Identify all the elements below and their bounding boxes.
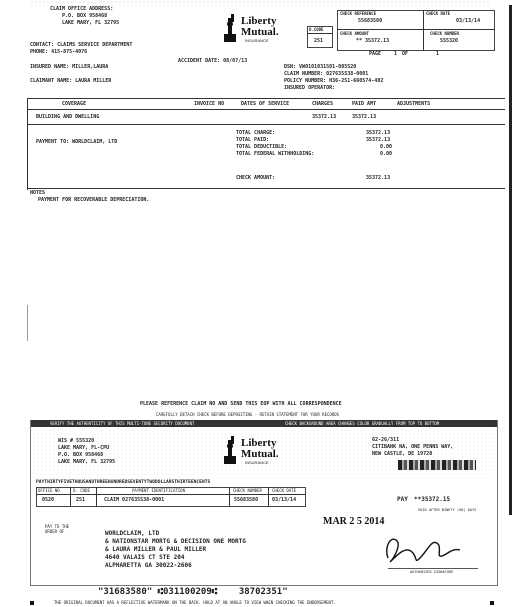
liberty-mutual-logo [219,14,287,46]
void-notice: VOID AFTER NINETY (90) DAYS [418,508,477,512]
contact-label: CONTACT: CLAIMS SERVICE DEPARTMENT [30,42,133,48]
row-coverage: BUILDING AND DWELLING [36,114,100,120]
table-header-rule [27,109,505,110]
notes-rule [27,188,505,189]
dsn: DSN: VW0101031501-005520 [284,64,357,70]
signature-line [388,568,478,569]
check-ref-value: 55683580 [358,18,383,24]
check-detail-col3 [229,487,230,506]
notes-label: NOTES [30,190,46,196]
of-value: 1 [436,51,440,57]
table-top-rule [27,98,505,99]
check-logo-subtitle: INSURANCE [245,460,269,465]
col-invoice: INVOICE NO [194,101,225,107]
bank-city: NEW CASTLE, DE 19720 [372,451,433,457]
check-col-check-no: CHECK NUMBER [233,488,262,493]
check-ref-label: CHECK REFERENCE [340,11,377,16]
grid-center-line [423,10,424,50]
check-statue-of-liberty-icon [219,436,241,466]
check-office-no: 0520 [42,497,55,503]
check-logo-word-mutual: Mutual. [241,448,279,460]
col-dates: DATES OF SERVICE [241,101,290,107]
security-hologram [398,460,476,470]
check-banner-left: VERIFY THE AUTHENTICITY OF THIS MULTI-TONE SECURITY DOCUMENT [50,421,195,426]
ocode-value: 251 [314,38,324,44]
total-value-2: 0.00 [380,144,393,150]
pay-amount: **35372.15 [414,496,451,503]
accident-date: ACCIDENT DATE: 08/07/13 [178,58,248,64]
office-line2: LAKE MARY, FL 32795 [62,20,120,26]
phone-label: PHONE: 415-875-4076 [30,49,88,55]
payee-line5: ALPHARETTA GA 30022-2606 [105,562,192,569]
payee-line3: & LAURA MILLER & PAUL MILLER [105,546,207,553]
page-edge [509,5,512,515]
check-logo-word-liberty: Liberty [241,437,277,449]
claim-number: CLAIM NUMBER: 027635S38-0001 [284,71,369,77]
check-issuer-line4: LAKE MARY, FL 32795 [58,459,116,465]
check-amount-label: CHECK AMOUNT [340,31,369,36]
page-value: 1 [394,51,398,57]
check-issuer-line3: P.O. BOX 958468 [58,452,104,458]
ocode-divider [307,33,332,34]
policy-number: POLICY NUMBER: H36-251-660574-402 [284,78,384,84]
check-ocode: 251 [76,497,86,503]
payee-line4: 4640 VALAIS CT STE 204 [105,554,185,561]
claimant-name: CLAIMANT NAME: LAURA MILLER [30,78,112,84]
left-border-bottom [27,305,28,341]
bottom-notice-bar [30,600,496,607]
ocode-label: O.CODE [309,27,324,32]
check-col-check-date: CHECK DATE [272,488,297,493]
total-value-1: 35372.13 [366,137,391,143]
check-issuer-line1: WIS # 555320 [58,438,95,444]
check-amount-total-value: 35372.13 [366,175,391,181]
check-date-value: 03/13/14 [456,18,481,24]
total-value-0: 35372.13 [366,130,391,136]
check-detail-col2 [96,487,97,506]
logo-word-mutual: Mutual. [241,26,279,38]
payment-to: PAYMENT TO: WORLDCLAIM, LTD [36,139,118,145]
of-label: OF [402,51,409,57]
check-detail-col4 [268,487,269,506]
insured-operator: INSURED OPERATOR: [284,85,336,91]
pay-to-label: PAY TO THE ORDER OF [45,524,70,534]
payee-line2: & NATIONSTAR MORTG & DECISION ONE MORTG [105,538,246,545]
check-number-label: CHECK NUMBER [430,31,459,36]
pay-label: PAY [397,496,408,503]
logo-subtitle: INSURANCE [245,38,269,43]
page-label: PAGE [369,51,382,57]
bank-name: CITIBANK NA, ONE PENNS WAY, [372,444,454,450]
office-title: CLAIM OFFICE ADDRESS: [50,6,114,12]
bottom-notice: THE ORIGINAL DOCUMENT HAS A REFLECTIVE WATERMARK ON THE BACK. HOLD AT AN ANGLE TO VIEW WHEN CHECKING THE ENDORSEMENT. [54,600,336,605]
notes-text: PAYMENT FOR RECOVERABLE DEPRECIATION. [38,197,150,203]
authorized-signature [376,528,466,568]
check-liberty-mutual-logo [219,436,287,468]
check-check-no: 55683580 [234,497,259,503]
left-border-top [27,98,28,190]
total-value-3: 0.00 [380,151,393,157]
col-adjustments: ADJUSTMENTS [397,101,431,107]
total-label-0: TOTAL CHARGE: [236,130,276,136]
check-number-value: 555320 [440,38,459,44]
bottom-notice-bullet-left [30,601,34,605]
bottom-notice-bullet-right [490,601,494,605]
pay-words: PAYTHIRTYFIVETHOUSANDTHREEHUNDREDSEVENTYTWODOLLARSTHIRTEENCENTS [36,480,211,485]
check-detail-header-rule [36,494,305,495]
check-amount-total-label: CHECK AMOUNT: [236,175,276,181]
bank-code: 62-26/311 [372,437,400,443]
total-label-3: TOTAL FEDERAL WITHHOLDING: [236,151,315,157]
check-col-office: OFFICE NO [38,488,60,493]
received-stamp-date: MAR 2 5 2014 [323,516,385,527]
reference-notice: PLEASE REFERENCE CLAIM NO AND SEND THIS EOP WITH ALL CORRESPONDENCE [140,401,342,407]
statue-of-liberty-icon [219,14,241,44]
check-amount-value: ** 35372.13 [356,38,390,44]
check-col-payment-id: PAYMENT IDENTIFICATION [132,488,185,493]
logo-word-liberty: Liberty [241,15,277,27]
total-label-2: TOTAL DEDUCTIBLE: [236,144,288,150]
check-banner-right: CHECK BACKGROUND AREA CHANGES COLOR GRADUALLY FROM TOP TO BOTTOM [285,421,440,426]
signature-caption: AUTHORIZED SIGNATURE [410,570,454,574]
col-charges: CHARGES [312,101,334,107]
office-line1: P.O. BOX 958468 [62,13,108,19]
insured-name: INSURED NAME: MILLER,LAURA [30,64,109,70]
col-coverage: COVERAGE [62,101,87,107]
detach-notice: CAREFULLY DETACH CHECK BEFORE DEPOSITING - RETAIN STATEMENT FOR YOUR RECORDS [156,412,340,417]
check-issuer-line2: LAKE MARY, FL-CPU [58,445,110,451]
check-detail-col1 [70,487,71,506]
grid-middle-line [337,29,494,30]
row-charges: 35372.13 [312,114,337,120]
check-col-ocode: O. CODE [73,488,90,493]
col-paid: PAID AMT [352,101,377,107]
table-row-rule [27,124,505,125]
total-label-1: TOTAL PAID: [236,137,270,143]
micr-line: "31683580" ⑆031100209⑆ 38702351" [98,587,288,597]
row-paid: 35372.13 [352,114,377,120]
check-date-label: CHECK DATE [426,11,451,16]
check-payment-id: CLAIM 027635S38-0001 [104,497,165,503]
check-check-date: 03/13/14 [272,497,297,503]
payee-line1: WORLDCLAIM, LTD [105,530,160,537]
